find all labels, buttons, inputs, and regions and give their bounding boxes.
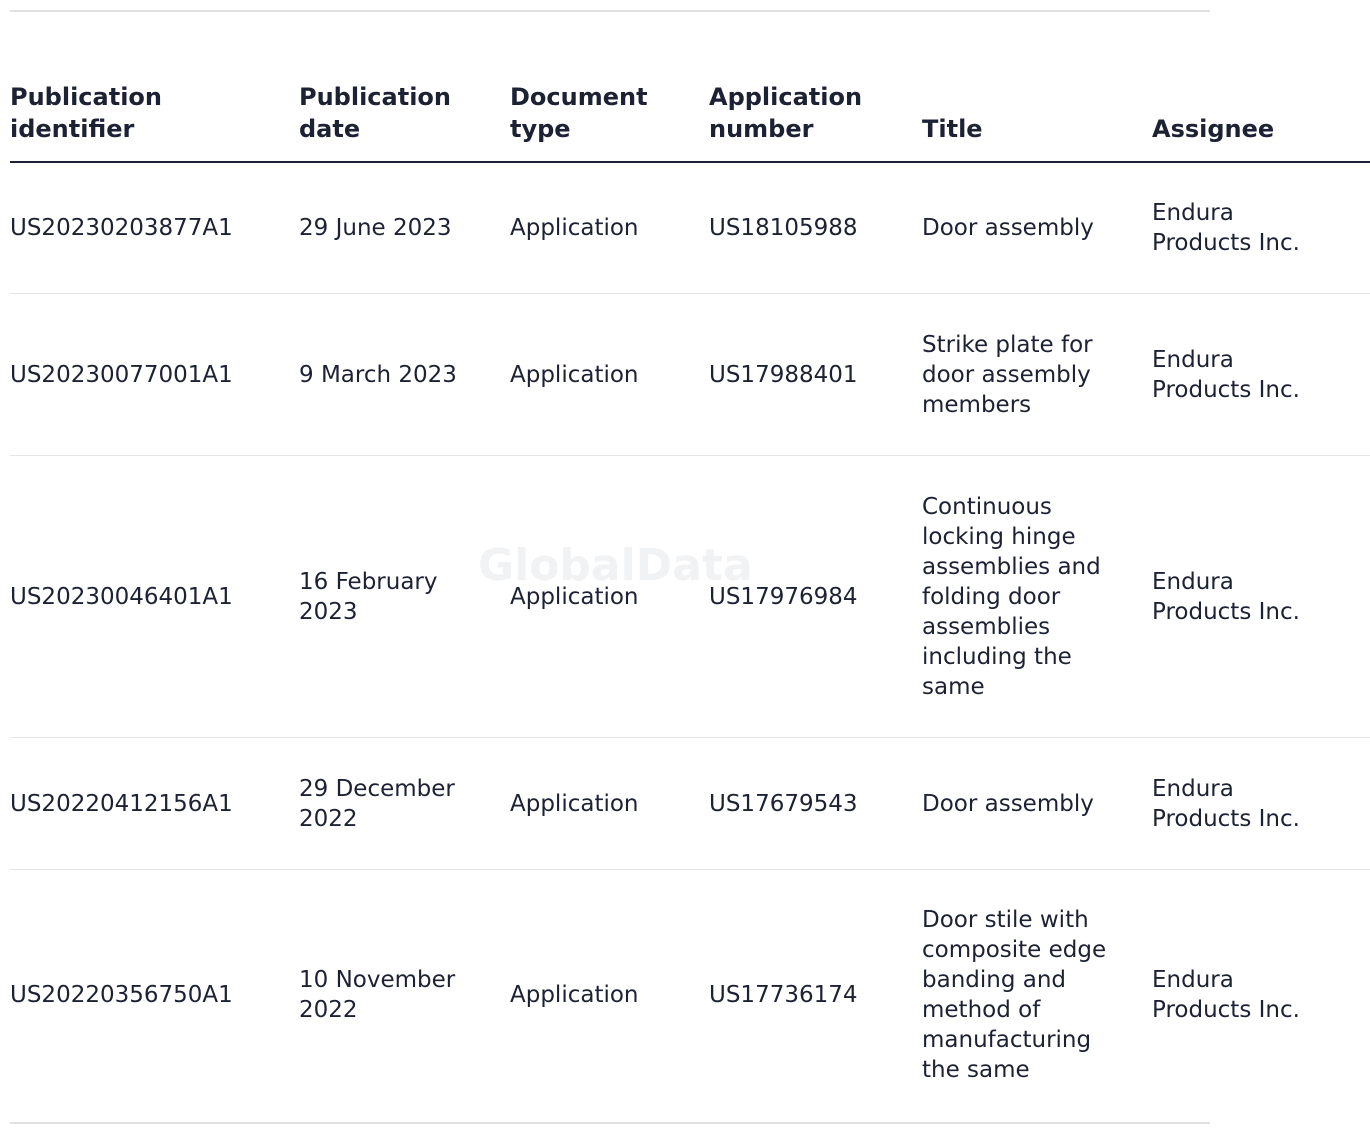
application-number-cell: US17736174 — [709, 982, 858, 1008]
publication-identifier-cell: US20230203877A1 — [10, 162, 299, 294]
table-row — [10, 738, 1370, 870]
column-header-publication-date: Publication date — [299, 70, 510, 162]
title-cell: Strike plate for door assembly members — [922, 294, 1152, 456]
document-type-cell: Application — [510, 738, 709, 870]
table-row — [10, 162, 1370, 294]
title-cell: Door assembly — [922, 162, 1152, 294]
table-row — [10, 294, 1370, 456]
assignee-cell: Endura Products Inc. — [1152, 967, 1300, 1023]
document-type-cell: Application — [510, 294, 709, 456]
assignee-cell: Endura Products Inc. — [1152, 456, 1370, 738]
publication-date-cell: 10 November 2022 — [299, 967, 456, 1023]
title-cell: Continuous locking hinge assemblies and folding door assemblies including the same — [922, 456, 1152, 738]
assignee-cell: Endura Products Inc. — [1152, 738, 1370, 870]
assignee-cell: Endura Products Inc. — [1152, 294, 1370, 456]
title-cell: Door assembly — [922, 738, 1152, 870]
assignee-cell: Endura Products Inc. — [1152, 162, 1370, 294]
application-number-cell: US17679543 — [709, 738, 922, 870]
column-header-document-type: Document type — [510, 70, 709, 162]
publication-date-cell: 29 December 2022 — [299, 738, 510, 870]
column-header-publication-identifier: Publication identifier — [10, 70, 299, 162]
application-number-cell: US17988401 — [709, 294, 922, 456]
watermark-logo: GlobalData — [478, 540, 753, 591]
table-row — [10, 456, 1370, 738]
publication-identifier-cell: US20220356750A1 — [10, 982, 233, 1008]
patent-table-container[interactable] — [10, 70, 1300, 1120]
application-number-cell: US17976984 — [709, 456, 922, 738]
publication-date-cell: 29 June 2023 — [299, 162, 510, 294]
publication-date-cell: 16 February 2023 — [299, 456, 510, 738]
table-row — [10, 870, 1370, 1121]
document-type-cell: Application — [510, 162, 709, 294]
patent-table — [10, 70, 1370, 1120]
top-divider — [10, 10, 1210, 12]
document-type-cell: Application — [510, 982, 639, 1008]
column-header-assignee: Assignee — [1152, 70, 1370, 162]
publication-date-cell: 9 March 2023 — [299, 294, 510, 456]
application-number-cell: US18105988 — [709, 162, 922, 294]
publication-identifier-cell: US20230077001A1 — [10, 294, 299, 456]
column-header-title: Title — [922, 70, 1152, 162]
publication-identifier-cell: US20220412156A1 — [10, 738, 299, 870]
title-cell: Door stile with composite edge banding and method of manufacturing the same — [922, 907, 1107, 1083]
column-header-application-number: Application number — [709, 70, 922, 162]
bottom-divider — [10, 1122, 1210, 1124]
table-header-row — [10, 70, 1370, 162]
publication-identifier-cell: US20230046401A1 — [10, 456, 299, 738]
document-type-cell: Application — [510, 456, 709, 738]
